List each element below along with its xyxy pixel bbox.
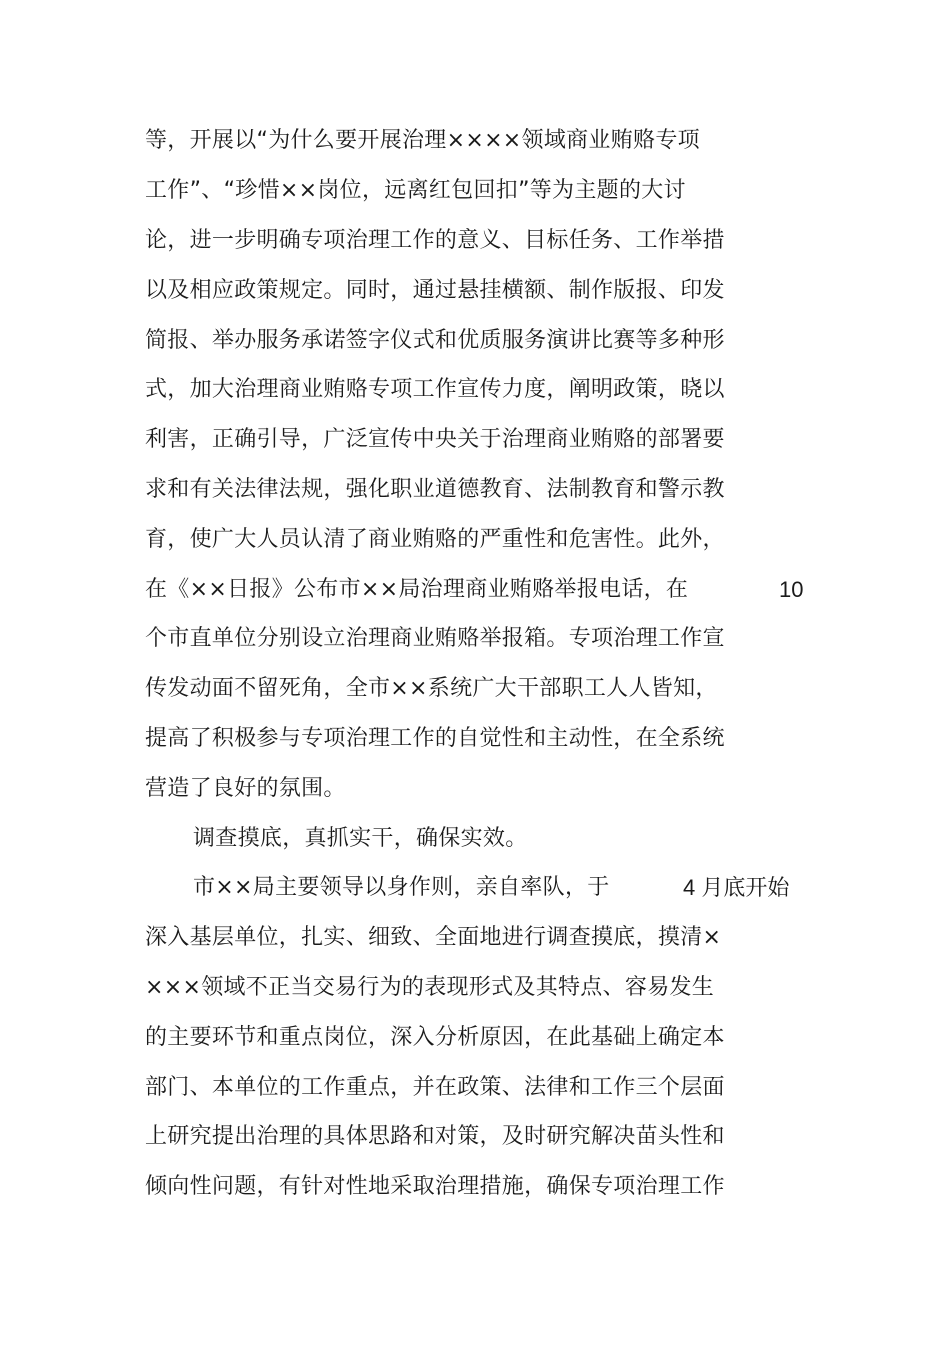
text-line: 的主要环节和重点岗位，深入分析原因，在此基础上确定本 xyxy=(145,1025,725,1050)
text-line: 等，开展以“为什么要开展治理××××领域商业贿赂专项 xyxy=(145,128,700,153)
text-line: 育，使广大人员认清了商业贿赂的严重性和危害性。此外， xyxy=(145,527,725,552)
text-line: 以及相应政策规定。同时，通过悬挂横额、制作版报、印发 xyxy=(145,278,725,303)
text-line: 简报、举办服务承诺签字仪式和优质服务演讲比赛等多种形 xyxy=(145,328,725,353)
text-line: 求和有关法律法规，强化职业道德教育、法制教育和警示教 xyxy=(145,477,725,502)
number-10: 10 xyxy=(779,577,804,602)
date-text: 4 月底开始 xyxy=(683,875,790,900)
text-line: 工作”、“珍惜××岗位，远离红包回扣”等为主题的大讨 xyxy=(145,178,686,203)
text-line: 上研究提出治理的具体思路和对策，及时研究解决苗头性和 xyxy=(145,1124,725,1149)
text-line: 市××局主要领导以身作则，亲自率队，于 xyxy=(193,875,610,900)
text-line: 倾向性问题，有针对性地采取治理措施，确保专项治理工作 xyxy=(145,1174,725,1199)
text-line: 深入基层单位，扎实、细致、全面地进行调查摸底，摸清× xyxy=(145,925,722,950)
text-line: 在《××日报》公布市××局治理商业贿赂举报电话，在 xyxy=(145,577,689,602)
text-line: ×××领域不正当交易行为的表现形式及其特点、容易发生 xyxy=(145,975,715,1000)
text-line: 利害，正确引导，广泛宣传中央关于治理商业贿赂的部署要 xyxy=(145,427,725,452)
text-line: 论，进一步明确专项治理工作的意义、目标任务、工作举措 xyxy=(145,228,725,253)
text-line: 提高了积极参与专项治理工作的自觉性和主动性，在全系统 xyxy=(145,726,725,751)
text-line: 式，加大治理商业贿赂专项工作宣传力度，阐明政策，晓以 xyxy=(145,377,725,402)
text-line: 传发动面不留死角，全市××系统广大干部职工人人皆知， xyxy=(145,676,718,701)
text-line: 个市直单位分别设立治理商业贿赂举报箱。专项治理工作宣 xyxy=(145,626,725,651)
section-heading: 调查摸底，真抓实干，确保实效。 xyxy=(193,826,528,851)
text-line: 营造了良好的氛围。 xyxy=(145,776,346,801)
text-line: 部门、本单位的工作重点，并在政策、法律和工作三个层面 xyxy=(145,1075,725,1100)
